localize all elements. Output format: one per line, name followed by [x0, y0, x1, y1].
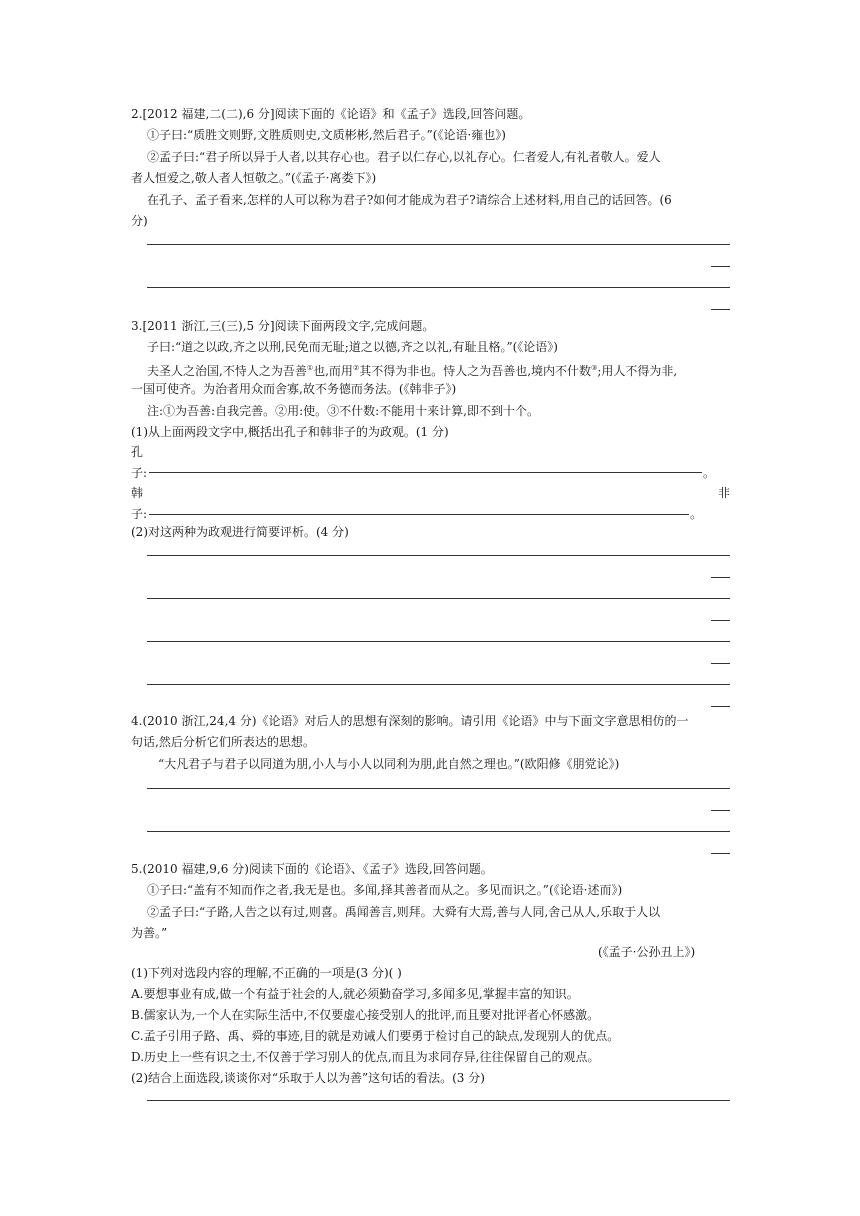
q4-header-b: 句话,然后分析它们所表达的思想。 [131, 735, 315, 749]
q3-subquestion-2: (2)对这两种为政观进行简要评析。(4 分) [131, 525, 349, 539]
q2-header: 2.[2012 福建,二(二),6 分]阅读下面的《论语》和《孟子》选段,回答问题。 [131, 107, 531, 121]
q4-answer-line[interactable] [147, 788, 730, 789]
q5-option-d[interactable]: D.历史上一些有识之士,不仅善于学习别人的优点,而且为求同存异,往往保留自己的观点。 [131, 1050, 600, 1064]
q3-fei-label: 非 [718, 486, 731, 500]
q3-header: 3.[2011 浙江,三(三),5 分]阅读下面两段文字,完成问题。 [131, 319, 435, 333]
q4-answer-line[interactable] [147, 831, 730, 832]
q5-answer-line[interactable] [147, 1100, 730, 1101]
q3-answer-line[interactable] [147, 598, 730, 599]
q3-han-label-2: 子: [131, 507, 148, 521]
q3-answer-line[interactable] [147, 555, 730, 556]
q3-subquestion-1: (1)从上面两段文字中,概括出孔子和韩非子的为政观。(1 分) [131, 425, 449, 439]
q3-kong-answer-line[interactable] [149, 472, 702, 473]
q5-option-a[interactable]: A.要想事业有成,做一个有益于社会的人,就必须勤奋学习,多闻多见,掌握丰富的知识。 [131, 987, 579, 1001]
q2-answer-line[interactable] [147, 244, 730, 245]
footnote-marker-2: ② [352, 364, 360, 372]
q5-passage-1: ①子曰:“盖有不知而作之者,我无是也。多闻,择其善者而从之。多见而识之。”(《论语·述而》) [147, 883, 623, 897]
q3-answer-line-end [711, 577, 730, 578]
q3-note: 注:①为吾善:自我完善。②用:使。③不什数:不能用十来计算,即不到十个。 [147, 404, 539, 418]
q2-answer-line-end [711, 266, 730, 267]
q5-passage-2b: 为善。” [131, 926, 168, 940]
q3-kong-label-1: 孔 [131, 445, 144, 459]
q5-header: 5.(2010 福建,9,6 分)阅读下面的《论语》、《孟子》选段,回答问题。 [131, 862, 493, 876]
q2-question-b: 分) [131, 214, 148, 228]
q2-answer-line-end [711, 309, 730, 310]
q5-subquestion-2: (2)结合上面选段,谈谈你对“乐取于人以为善”这句话的看法。(3 分) [131, 1071, 485, 1085]
footnote-marker-1: ① [306, 364, 314, 372]
q3-answer-line-end [711, 706, 730, 707]
q2-question-a: 在孔子、孟子看来,怎样的人可以称为君子?如何才能成为君子?请综合上述材料,用自己的话回答。(6 [147, 193, 672, 207]
q5-option-c[interactable]: C.孟子引用子路、禹、舜的事迹,目的就是劝诫人们要勇于检讨自己的缺点,发现别人的优点。 [131, 1029, 620, 1043]
q3-han-period: 。 [690, 507, 703, 521]
q4-header: 4.(2010 浙江,24,4 分)《论语》对后人的思想有深刻的影响。请引用《论语》中与下面文字意思相仿的一 [131, 714, 689, 728]
q5-subquestion-1: (1)下列对选段内容的理解,不正确的一项是(3 分)( ) [131, 966, 402, 980]
q5-option-b[interactable]: B.儒家认为,一个人在实际生活中,不仅要虚心接受别人的批评,而且要对批评者心怀感激。 [131, 1008, 600, 1022]
q4-answer-line-end [711, 853, 730, 854]
q3-kong-label-2: 子: [131, 466, 148, 480]
q3-passage-1: 子曰:“道之以政,齐之以刑,民免而无耻;道之以德,齐之以礼,有耻且格。”(《论语》) [147, 340, 558, 354]
q3-answer-line[interactable] [147, 641, 730, 642]
q3-passage-2b: 一国可使齐。为治者用众而舍寡,故不务德而务法。(《韩非子》) [131, 382, 457, 396]
q3-answer-line-end [711, 663, 730, 664]
q3-han-answer-line[interactable] [149, 514, 689, 515]
q2-passage-2a: ②孟子曰:“君子所以异于人者,以其存心也。君子以仁存心,以礼存心。仁者爱人,有礼者敬人。爱人 [147, 150, 661, 164]
q3-answer-line-end [711, 620, 730, 621]
q3-answer-line[interactable] [147, 684, 730, 685]
footnote-marker-3: ③ [591, 364, 598, 372]
q3-han-label-1: 韩 [131, 486, 144, 500]
q3-kong-period: 。 [703, 466, 716, 480]
q2-answer-line[interactable] [147, 287, 730, 288]
q5-passage-2a: ②孟子曰:“子路,人告之以有过,则喜。禹闻善言,则拜。大舜有大焉,善与人同,舍己从人,乐取于人以 [147, 905, 661, 919]
q3-passage-2a: 夫圣人之治国,不恃人之为吾善①也,而用②其不得为非也。恃人之为吾善也,境内不什数③;用人不得为非, [147, 364, 678, 378]
q4-quote: “大凡君子与君子以同道为朋,小人与小人以同利为朋,此自然之理也。”(欧阳修《朋党论》) [158, 757, 620, 771]
q5-source: (《孟子·公孙丑上》) [598, 945, 696, 959]
q2-passage-1: ①子曰:“质胜文则野,文胜质则史,文质彬彬,然后君子。”(《论语·雍也》) [147, 128, 506, 142]
q2-passage-2b: 者人恒爱之,敬人者人恒敬之。”(《孟子·离娄下》) [131, 171, 377, 185]
q4-answer-line-end [711, 810, 730, 811]
